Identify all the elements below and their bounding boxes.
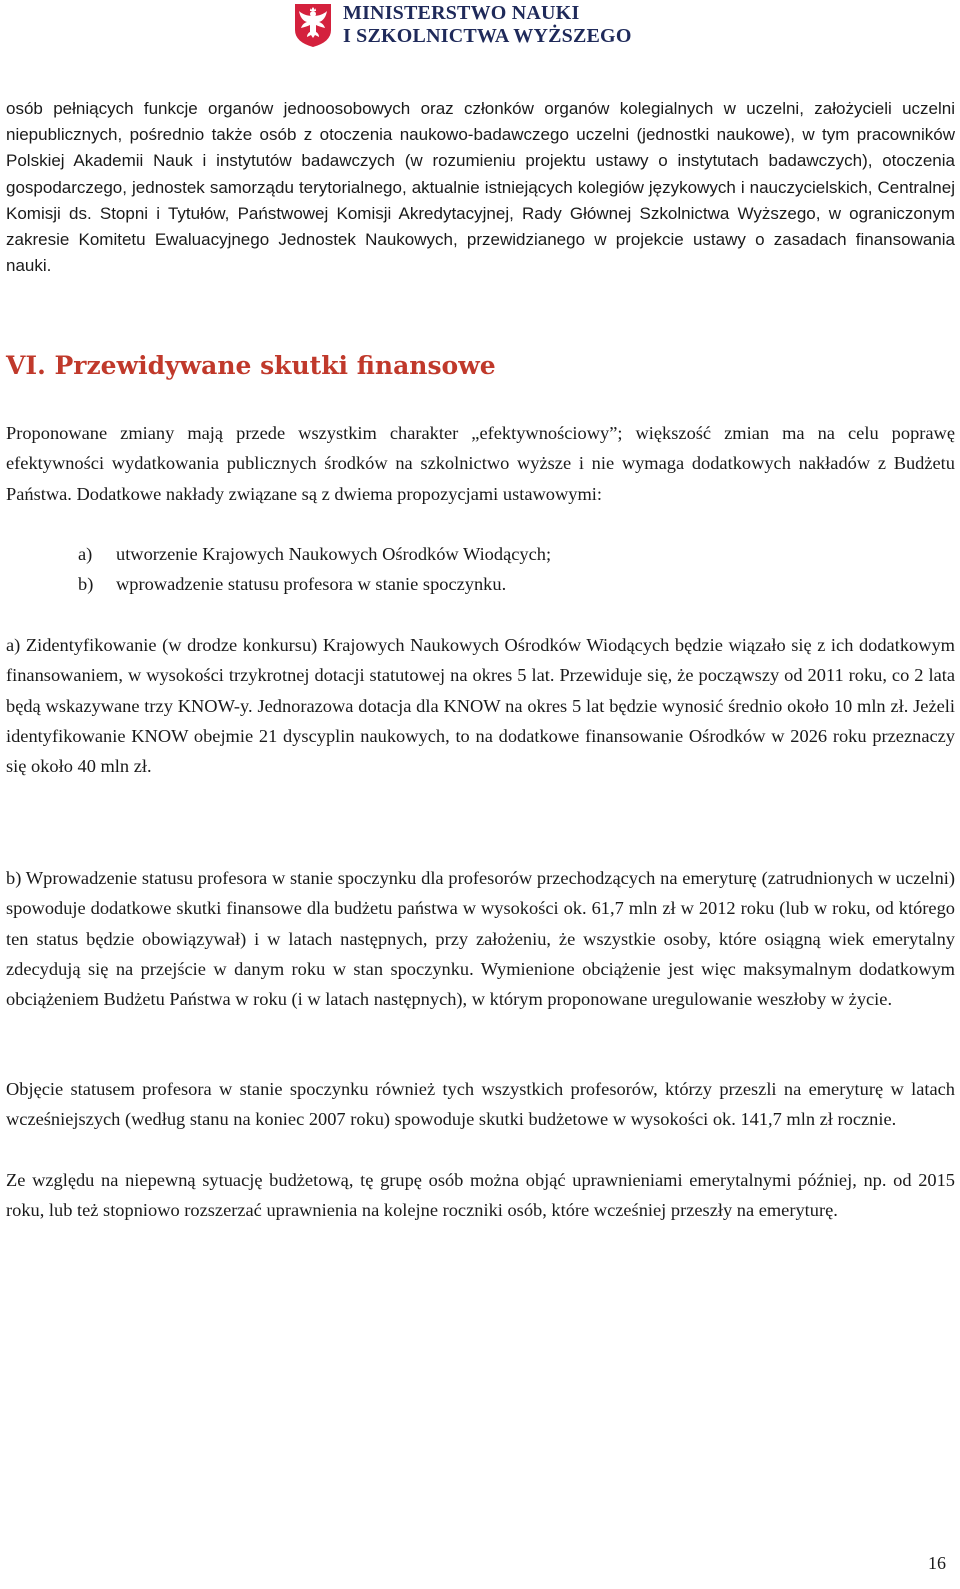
list-item (78, 539, 551, 569)
section-heading: VI. Przewidywane skutki finansowe (6, 351, 496, 380)
proposals-list (78, 539, 551, 600)
ministry-name (343, 2, 632, 48)
paragraph-b3: Ze względu na niepewną sytuację budżetową, tę grupę osób można objąć uprawnieniami emerytalnymi później, np. od 2015 roku, lub też stopniowo rozszerzać uprawnienia na kolejne roczniki osób, które wcześniej przeszły na emeryturę. (6, 1170, 955, 1221)
section-paragraph-1: Proponowane zmiany mają przede wszystkim charakter „efektywnościowy”; większość zmian ma na celu poprawę efektywności wydatkowania publicznych środków na szkolnictwo wyższe i nie wymaga dodatkowych nakładów z Budżetu Państwa. Dodatkowe nakłady związane są z dwiema propozycjami ustawowymi: (6, 423, 955, 504)
ministry-name-line2: I SZKOLNICTWA WYŻSZEGO (343, 25, 632, 47)
list-item-text: utworzenie Krajowych Naukowych Ośrodków Wiodących; (116, 544, 552, 564)
intro-paragraph: osób pełniących funkcje organów jednoosobowych oraz członków organów kolegialnych w uczelni, założycieli uczelni niepublicznych, pośrednio także osób z otoczenia naukowo-badawczego uczelni (jednostki naukowe), w tym pracowników Polskiej Akademii Nauk i instytutów badawczych (w rozumieniu projektu ustawy o instytutach badawczych), otoczenia gospodarczego, jednostek samorządu terytorialnego, aktualnie istniejących kolegiów językowych i nauczycielskich, Centralnej Komisji ds. Stopni i Tytułów, Państwowej Komisji Akredytacyjnej, Rady Głównej Szkolnictwa Wyższego, w ograniczonym zakresie Komitetu Ewaluacyjnego Jednostek Naukowych, przewidzianego w projekcie ustawy o zasadach finansowania nauki. (6, 99, 955, 276)
list-item-marker: a) (78, 544, 93, 564)
ministry-name-line1: MINISTERSTWO NAUKI (343, 2, 580, 24)
polish-eagle-emblem-icon (293, 2, 333, 48)
paragraph-b2: Objęcie statusem profesora w stanie spoczynku również tych wszystkich profesorów, którzy przeszli na emeryturę w latach wcześniejszych (według stanu na koniec 2007 roku) spowoduje skutki budżetowe w wysokości ok. 141,7 mln zł rocznie. (6, 1079, 955, 1130)
list-item-marker: b) (78, 574, 94, 595)
page-number: 16 (928, 1553, 946, 1573)
paragraph-b1: b) Wprowadzenie statusu profesora w stanie spoczynku dla profesorów przechodzących na emeryturę (zatrudnionych w uczelni) spowoduje dodatkowe skutki finansowe dla budżetu państwa w wysokości ok. 61,7 mln zł w 2012 roku (lub w roku, od którego ten status będzie obowiązywał) i w latach następnych, przy założeniu, że wszystkie osoby, które osiągną wiek emerytalny zdecydują się na przejście w danym roku w stan spoczynku. Wymienione obciążenie jest więc maksymalnym dodatkowym obciążeniem Budżetu Państwa w roku (i w latach następnych), w którym proponowane uregulowanie weszłoby w życie. (6, 868, 955, 1010)
list-item-text: wprowadzenie statusu profesora w stanie spoczynku. (116, 574, 507, 595)
paragraph-a: a) Zidentyfikowanie (w drodze konkursu) Krajowych Naukowych Ośrodków Wiodących będzie wiązało się z ich dodatkowym finansowaniem, w wysokości trzykrotnej dotacji statutowej na okres 5 lat. Przewiduje się, że począwszy od 2011 roku, co 2 lata będą wskazywane trzy KNOW-y. Jednorazowa dotacja dla KNOW na okres 5 lat będzie wynosić średnio około 10 mln zł. Jeżeli identyfikowanie KNOW obejmie 21 dyscyplin naukowych, to na dodatkowe finansowanie Ośrodków w 2026 roku przeznaczy się około 40 mln zł. (6, 635, 955, 777)
ministry-header (293, 0, 632, 50)
list-item (78, 569, 551, 599)
